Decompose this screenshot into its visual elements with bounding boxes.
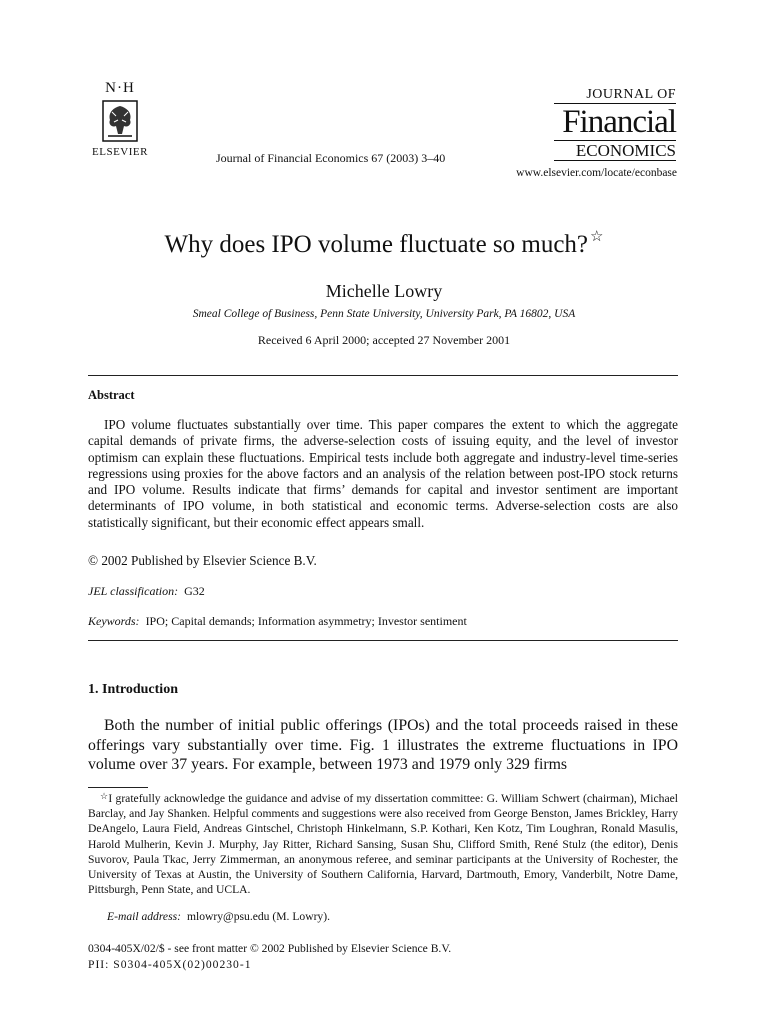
introduction-body: Both the number of initial public offerings (IPOs) and the total proceeds raised in these offerings vary substantially over time. Fig. 1 illustrates the extreme fluctuations in IPO volume over 37 years. For example, between 1973 and 1979 only 329 firms bbox=[88, 717, 678, 774]
jel-classification bbox=[88, 584, 205, 599]
abstract-body: IPO volume fluctuates substantially over time. This paper compares the extent to which the aggregate capital demands of private firms, the adverse-selection costs of issuing equity, and the level of investor optimism can explain these fluctuations. Empirical tests include both aggregate and industry-level time-series regressions using proxies for the above factors and an analysis of the relation between post-IPO stock returns and IPO volume. Results indicate that firms’ demands for capital and investor sentiment are important determinants of IPO volume, in both statistical and economic terms. Adverse-selection costs are also statistically significant, but their economic effect appears small. bbox=[88, 417, 678, 530]
abstract-bottom-divider bbox=[88, 640, 678, 641]
publisher-name: ELSEVIER bbox=[92, 146, 148, 158]
keywords-label: Keywords: bbox=[88, 614, 140, 628]
abstract-copyright: © 2002 Published by Elsevier Science B.V. bbox=[88, 553, 317, 568]
footnote-divider bbox=[88, 787, 148, 788]
author-name: Michelle Lowry bbox=[325, 281, 443, 301]
journal-logo-line1: JOURNAL OF bbox=[554, 88, 676, 104]
author-email bbox=[107, 910, 330, 923]
jel-label: JEL classification: bbox=[88, 584, 179, 598]
abstract-heading: Abstract bbox=[88, 388, 135, 402]
journal-logo-line3: ECONOMICS bbox=[554, 140, 676, 161]
issn-front-matter: 0304-405X/02/$ - see front matter © 2002 Published by Elsevier Science B.V. bbox=[88, 942, 452, 955]
title-footnote-star-icon[interactable]: ☆ bbox=[590, 229, 604, 245]
tree-emblem-icon bbox=[100, 98, 140, 144]
acknowledgement-footnote bbox=[88, 791, 678, 897]
keywords bbox=[88, 614, 467, 629]
publisher-mark: N·H bbox=[105, 80, 135, 96]
author-affiliation: Smeal College of Business, Penn State University, University Park, PA 16802, USA bbox=[192, 308, 576, 320]
paper-title bbox=[0, 231, 768, 259]
elsevier-logo bbox=[88, 80, 152, 158]
paper-title-text: Why does IPO volume fluctuate so much? bbox=[164, 231, 589, 258]
journal-citation: Journal of Financial Economics 67 (2003) 3–40 bbox=[216, 151, 446, 165]
journal-logo-line2: Financial bbox=[562, 104, 676, 140]
jel-value: G32 bbox=[184, 584, 205, 598]
email-value-link[interactable]: mlowry@psu.edu (M. Lowry). bbox=[186, 910, 330, 923]
abstract-top-divider bbox=[88, 375, 678, 376]
keywords-value: IPO; Capital demands; Information asymmetry; Investor sentiment bbox=[145, 614, 467, 628]
footnote-star-icon: ☆ bbox=[100, 791, 109, 801]
received-dates: Received 6 April 2000; accepted 27 November 2001 bbox=[257, 333, 511, 347]
footnote-text: I gratefully acknowledge the guidance and advise of my dissertation committee: G. William Schwert (chairman), Michael Barclay, and Jay Shanken. Helpful comments and suggestions were also received from George Benston, James Brickley, Harry DeAngelo, Laura Field, Andreas Gintschel, Christoph Hinkelmann, S.P. Kothari, Ken Kotz, Tim Loughran, Ronald Masulis, Harold Mulherin, Kevin J. Murphy, Jay Ritter, Richard Sansing, Susan Shu, Clifford Smith, René Stulz (the editor), Denis Suvorov, Paula Tkac, Jerry Zimmerman, an anonymous referee, and seminar participants at the University of Rochester, the University of Texas at Austin, the University of Southern California, Harvard, Dartmouth, Emory, Vanderbilt, Notre Dame, Pittsburgh, Penn State, and UCLA. bbox=[88, 792, 678, 897]
introduction-heading: 1. Introduction bbox=[88, 682, 178, 697]
journal-logo bbox=[554, 88, 676, 161]
email-label: E-mail address: bbox=[107, 910, 181, 923]
pii-identifier: PII: S0304-405X(02)00230-1 bbox=[88, 958, 252, 971]
journal-url-link[interactable]: www.elsevier.com/locate/econbase bbox=[516, 167, 677, 179]
